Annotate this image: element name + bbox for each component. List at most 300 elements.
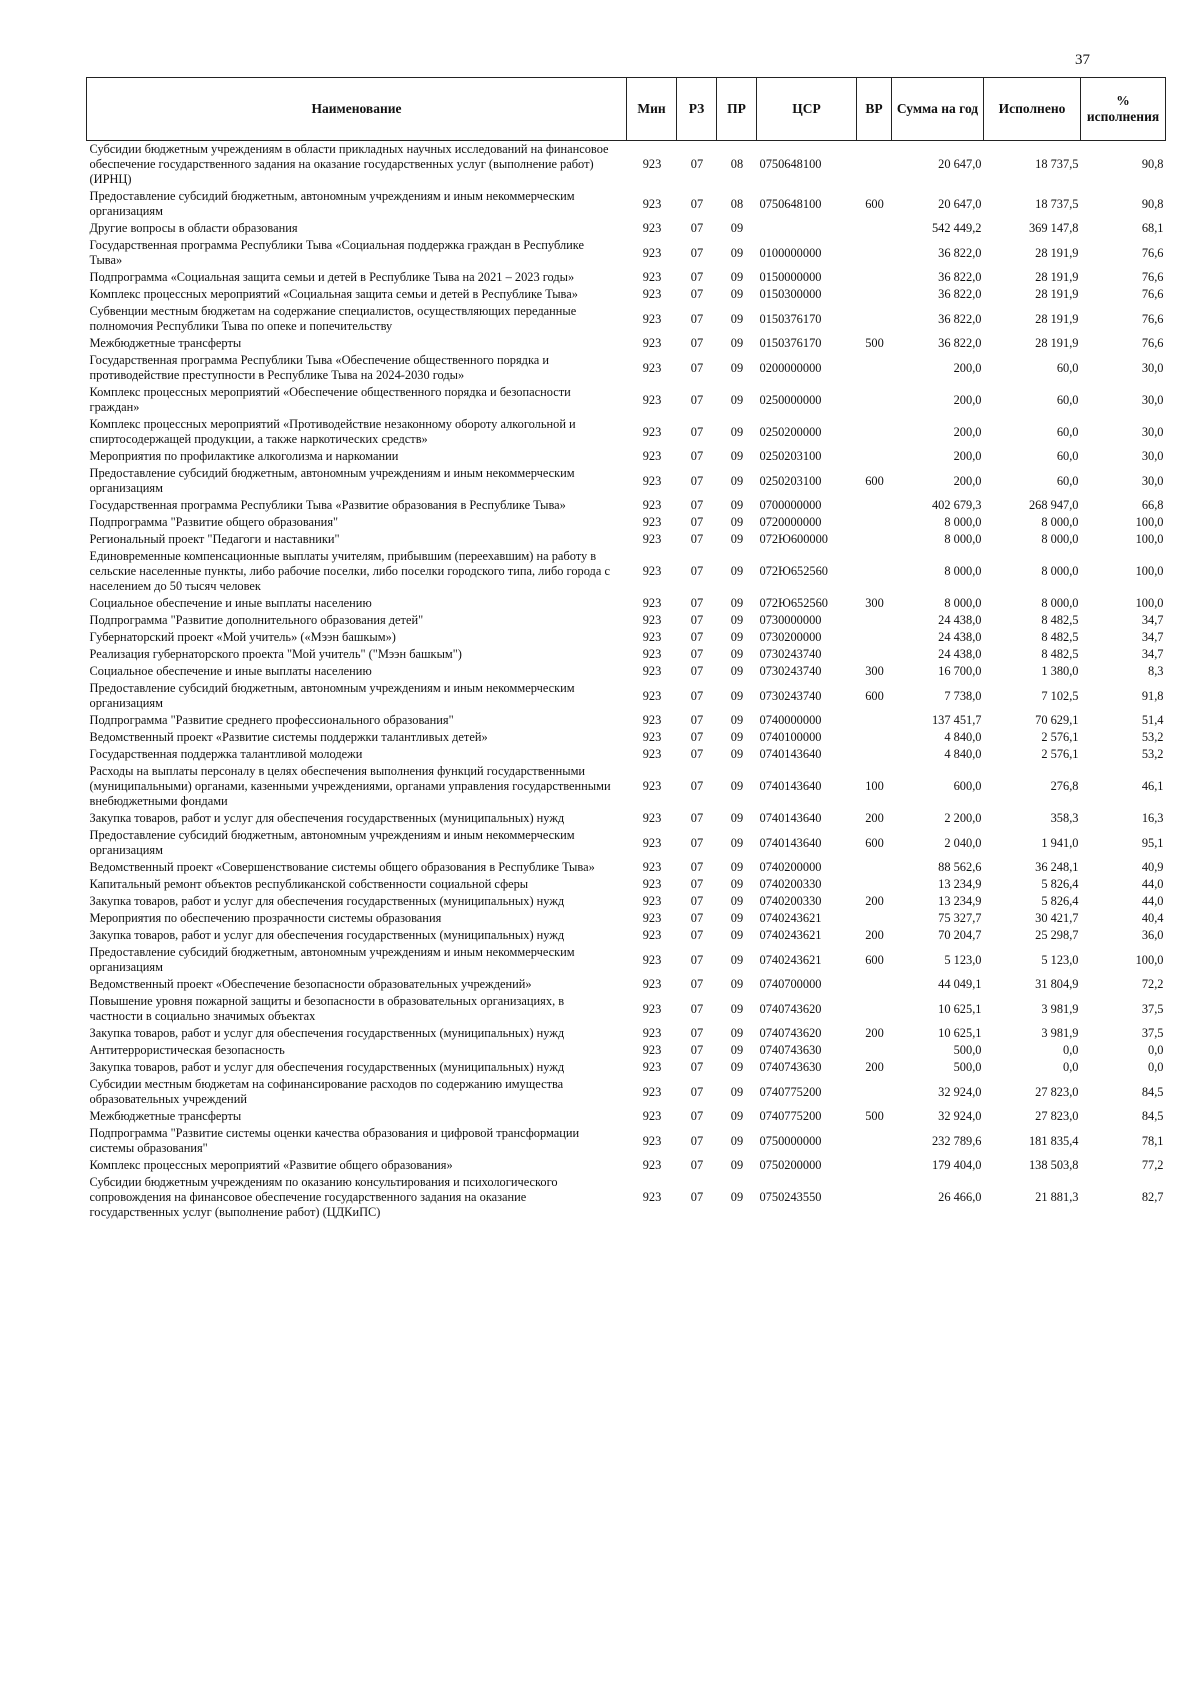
row-pr: 09 [730, 952, 744, 967]
row-pct: 84,5 [1141, 1109, 1164, 1123]
row-name: Ведомственный проект «Совершенствование системы общего образования в Республике Тыва» [89, 860, 595, 874]
row-pr: 09 [730, 977, 744, 991]
row-sum: 36 822,0 [938, 270, 982, 284]
row-sum: 200,0 [953, 449, 982, 463]
table-row [87, 1157, 1166, 1174]
row-pct: 68,1 [1141, 221, 1164, 235]
row-rz: 07 [690, 596, 704, 610]
row-name: Подпрограмма "Развитие общего образования" [89, 515, 339, 529]
row-done: 28 191,9 [1035, 270, 1079, 284]
row-sum: 16 700,0 [938, 664, 982, 678]
row-pct: 46,1 [1141, 779, 1164, 793]
table-row [87, 1174, 1166, 1221]
row-sum: 20 647,0 [938, 157, 982, 171]
row-pr: 09 [730, 596, 744, 610]
row-min: 923 [642, 688, 662, 703]
row-pct: 76,6 [1141, 311, 1164, 326]
row-csr: 0740243621 [759, 952, 822, 967]
row-name: Социальное обеспечение и иные выплаты населению [89, 664, 372, 678]
row-min: 923 [642, 336, 662, 350]
table-row [87, 729, 1166, 746]
table-row [87, 237, 1166, 269]
row-sum: 200,0 [953, 424, 982, 439]
row-pct: 90,8 [1141, 157, 1164, 171]
row-pr: 09 [730, 1026, 744, 1040]
row-pr: 09 [730, 730, 744, 744]
row-min: 923 [642, 952, 662, 967]
row-pct: 0,0 [1148, 1043, 1164, 1057]
col-header-vr: ВР [857, 78, 892, 141]
row-name: Закупка товаров, работ и услуг для обеспечения государственных (муниципальных) нужд [89, 928, 565, 942]
row-sum: 542 449,2 [931, 221, 982, 235]
row-sum: 8 000,0 [944, 564, 982, 578]
table-row [87, 876, 1166, 893]
row-vr: 200 [865, 1026, 884, 1040]
row-sum: 44 049,1 [938, 977, 982, 991]
row-pr: 09 [730, 449, 744, 463]
col-header-pct: % исполнения [1081, 78, 1166, 141]
row-done: 70 629,1 [1035, 713, 1079, 727]
row-name: Межбюджетные трансферты [89, 1109, 242, 1123]
row-rz: 07 [690, 360, 704, 375]
table-row [87, 448, 1166, 465]
row-csr: 0740143640 [759, 779, 822, 793]
row-vr [857, 1042, 892, 1059]
row-pct: 66,8 [1141, 498, 1164, 512]
row-sum: 36 822,0 [938, 336, 982, 350]
row-csr: 0100000000 [759, 245, 822, 260]
row-csr: 0250000000 [759, 392, 822, 407]
row-sum: 232 789,6 [931, 1133, 982, 1148]
row-min: 923 [642, 713, 662, 727]
row-rz: 07 [690, 1190, 704, 1204]
row-min: 923 [642, 498, 662, 512]
row-pr: 09 [730, 688, 744, 703]
row-pr: 09 [730, 473, 744, 488]
row-vr [857, 859, 892, 876]
row-pct: 100,0 [1135, 596, 1164, 610]
row-rz: 07 [690, 747, 704, 761]
table-row [87, 514, 1166, 531]
row-rz: 07 [690, 877, 704, 891]
row-vr: 100 [865, 779, 884, 793]
row-pct: 90,8 [1141, 196, 1164, 211]
row-rz: 07 [690, 630, 704, 644]
row-done: 60,0 [1056, 392, 1079, 407]
table-row [87, 595, 1166, 612]
row-csr: 0740100000 [759, 730, 822, 744]
row-csr: 0750200000 [759, 1158, 822, 1172]
row-vr: 600 [865, 196, 884, 211]
row-done: 2 576,1 [1041, 747, 1079, 761]
row-done: 5 826,4 [1041, 894, 1079, 908]
row-min: 923 [642, 157, 662, 171]
row-min: 923 [642, 473, 662, 488]
row-vr: 600 [865, 688, 884, 703]
row-done: 138 503,8 [1028, 1158, 1079, 1172]
row-pr: 09 [730, 1060, 744, 1074]
row-rz: 07 [690, 157, 704, 171]
row-csr: 0150376170 [759, 336, 822, 350]
row-pr: 09 [730, 498, 744, 512]
row-pr: 09 [730, 1084, 744, 1099]
row-csr: 0740743630 [759, 1060, 822, 1074]
row-rz: 07 [690, 532, 704, 546]
row-csr: 072Ю652560 [759, 596, 828, 610]
row-name: Государственная поддержка талантливой молодежи [89, 747, 363, 761]
row-vr [857, 993, 892, 1025]
row-min: 923 [642, 1109, 662, 1123]
row-min: 923 [642, 1026, 662, 1040]
row-rz: 07 [690, 221, 704, 235]
table-row [87, 465, 1166, 497]
table-row [87, 352, 1166, 384]
row-rz: 07 [690, 245, 704, 260]
table-row [87, 286, 1166, 303]
row-min: 923 [642, 1060, 662, 1074]
table-row [87, 763, 1166, 810]
row-sum: 600,0 [953, 779, 982, 793]
row-name: Предоставление субсидий бюджетным, автономным учреждениям и иным некоммерческим организациям [89, 189, 575, 218]
row-sum: 500,0 [953, 1060, 982, 1074]
row-csr: 0750243550 [759, 1190, 822, 1204]
row-csr: 0150300000 [759, 287, 822, 301]
row-sum: 179 404,0 [931, 1158, 982, 1172]
row-min: 923 [642, 928, 662, 942]
row-sum: 2 200,0 [944, 811, 982, 825]
row-rz: 07 [690, 730, 704, 744]
table-row [87, 335, 1166, 352]
col-header-pr: ПР [717, 78, 757, 141]
row-csr: 0750000000 [759, 1133, 822, 1148]
row-csr: 0150376170 [759, 311, 822, 326]
row-pct: 40,9 [1141, 860, 1164, 874]
row-sum: 10 625,1 [938, 1026, 982, 1040]
row-sum: 402 679,3 [931, 498, 982, 512]
row-name: Государственная программа Республики Тыва «Обеспечение общественного порядка и противодействие преступности в Республике Тыва на 2024-2030 годы» [89, 353, 550, 382]
row-pr: 09 [730, 613, 744, 627]
row-min: 923 [642, 196, 662, 211]
row-min: 923 [642, 287, 662, 301]
row-pct: 0,0 [1148, 1060, 1164, 1074]
row-done: 28 191,9 [1035, 287, 1079, 301]
table-row [87, 188, 1166, 220]
row-rz: 07 [690, 564, 704, 578]
row-pct: 76,6 [1141, 287, 1164, 301]
table-row [87, 993, 1166, 1025]
row-done: 2 576,1 [1041, 730, 1079, 744]
row-name: Субсидии местным бюджетам на софинансирование расходов по содержанию имущества образовательных учреждений [89, 1077, 564, 1106]
row-name: Закупка товаров, работ и услуг для обеспечения государственных (муниципальных) нужд [89, 1060, 565, 1074]
row-rz: 07 [690, 311, 704, 326]
row-done: 8 482,5 [1041, 613, 1079, 627]
row-csr: 0740200330 [759, 894, 822, 908]
row-pr: 09 [730, 911, 744, 925]
row-done: 60,0 [1056, 424, 1079, 439]
row-pct: 37,5 [1141, 1026, 1164, 1040]
row-sum: 32 924,0 [938, 1084, 982, 1099]
row-min: 923 [642, 1001, 662, 1016]
row-sum: 88 562,6 [938, 860, 982, 874]
table-row [87, 663, 1166, 680]
row-sum: 7 738,0 [944, 688, 982, 703]
row-pct: 84,5 [1141, 1084, 1164, 1099]
row-rz: 07 [690, 473, 704, 488]
col-header-rz: РЗ [677, 78, 717, 141]
row-sum: 4 840,0 [944, 730, 982, 744]
budget-table [86, 77, 1166, 1221]
row-pct: 30,0 [1141, 424, 1164, 439]
row-done: 8 000,0 [1041, 564, 1079, 578]
row-rz: 07 [690, 424, 704, 439]
row-csr: 0730243740 [759, 664, 822, 678]
row-pct: 8,3 [1148, 664, 1164, 678]
row-sum: 32 924,0 [938, 1109, 982, 1123]
row-min: 923 [642, 811, 662, 825]
row-name: Предоставление субсидий бюджетным, автономным учреждениям и иным некоммерческим организациям [89, 681, 575, 710]
row-rz: 07 [690, 811, 704, 825]
row-pr: 09 [730, 221, 744, 235]
row-done: 276,8 [1050, 779, 1079, 793]
row-csr: 0740700000 [759, 977, 822, 991]
row-min: 923 [642, 515, 662, 529]
row-csr: 0250203100 [759, 449, 822, 463]
row-done: 5 826,4 [1041, 877, 1079, 891]
row-name: Закупка товаров, работ и услуг для обеспечения государственных (муниципальных) нужд [89, 894, 565, 908]
row-sum: 13 234,9 [938, 894, 982, 908]
row-done: 1 941,0 [1041, 835, 1079, 850]
row-done: 3 981,9 [1041, 1026, 1079, 1040]
row-sum: 13 234,9 [938, 877, 982, 891]
row-pct: 34,7 [1141, 630, 1164, 644]
row-min: 923 [642, 1084, 662, 1099]
row-pr: 09 [730, 835, 744, 850]
row-vr [857, 303, 892, 335]
row-name: Мероприятия по профилактике алкоголизма и наркомании [89, 449, 399, 463]
row-vr [857, 514, 892, 531]
row-name: Субсидии бюджетным учреждениям в области прикладных научных исследований на финансовое обеспечение государственного задания на оказание государственных услуг (выполнение работ) (ИРНЦ) [89, 142, 609, 186]
row-vr: 200 [865, 928, 884, 942]
row-sum: 26 466,0 [938, 1190, 982, 1204]
row-vr [857, 237, 892, 269]
row-vr [857, 876, 892, 893]
row-vr [857, 976, 892, 993]
row-pct: 53,2 [1141, 747, 1164, 761]
row-csr: 0750648100 [759, 196, 822, 211]
row-vr [857, 1174, 892, 1221]
table-row [87, 976, 1166, 993]
row-done: 268 947,0 [1028, 498, 1079, 512]
row-done: 30 421,7 [1035, 911, 1079, 925]
row-pr: 09 [730, 515, 744, 529]
row-name: Предоставление субсидий бюджетным, автономным учреждениям и иным некоммерческим организациям [89, 828, 575, 857]
row-name: Предоставление субсидий бюджетным, автономным учреждениям и иным некоммерческим организациям [89, 945, 575, 974]
row-pr: 09 [730, 1133, 744, 1148]
table-row [87, 1025, 1166, 1042]
row-pct: 30,0 [1141, 392, 1164, 407]
table-row [87, 746, 1166, 763]
col-header-done: Исполнено [984, 78, 1081, 141]
row-done: 0,0 [1063, 1043, 1079, 1057]
row-rz: 07 [690, 613, 704, 627]
row-pct: 30,0 [1141, 473, 1164, 488]
row-done: 7 102,5 [1041, 688, 1079, 703]
row-name: Повышение уровня пожарной защиты и безопасности в образовательных организациях, в частности в социально значимых объектах [89, 994, 565, 1023]
row-sum: 10 625,1 [938, 1001, 982, 1016]
row-csr: 0740143640 [759, 747, 822, 761]
table-row [87, 1108, 1166, 1125]
row-csr: 0250200000 [759, 424, 822, 439]
row-vr: 500 [865, 336, 884, 350]
row-done: 25 298,7 [1035, 928, 1079, 942]
row-csr: 0730200000 [759, 630, 822, 644]
row-name: Закупка товаров, работ и услуг для обеспечения государственных (муниципальных) нужд [89, 811, 565, 825]
row-pct: 44,0 [1141, 877, 1164, 891]
row-rz: 07 [690, 287, 704, 301]
row-pr: 09 [730, 336, 744, 350]
row-done: 369 147,8 [1028, 221, 1079, 235]
row-vr [857, 286, 892, 303]
row-vr [857, 629, 892, 646]
row-done: 1 380,0 [1041, 664, 1079, 678]
row-done: 8 482,5 [1041, 630, 1079, 644]
row-vr: 200 [865, 1060, 884, 1074]
table-row [87, 384, 1166, 416]
row-pct: 95,1 [1141, 835, 1164, 850]
row-min: 923 [642, 630, 662, 644]
table-row [87, 680, 1166, 712]
row-rz: 07 [690, 270, 704, 284]
row-rz: 07 [690, 1001, 704, 1016]
row-pct: 91,8 [1141, 688, 1164, 703]
row-rz: 07 [690, 1043, 704, 1057]
row-name: Мероприятия по обеспечению прозрачности системы образования [89, 911, 442, 925]
row-min: 923 [642, 596, 662, 610]
row-sum: 8 000,0 [944, 515, 982, 529]
row-pr: 09 [730, 1001, 744, 1016]
row-vr: 600 [865, 952, 884, 967]
row-rz: 07 [690, 336, 704, 350]
row-vr [857, 531, 892, 548]
row-vr [857, 141, 892, 189]
row-rz: 07 [690, 1060, 704, 1074]
row-csr: 072Ю600000 [759, 532, 828, 546]
row-done: 27 823,0 [1035, 1084, 1079, 1099]
row-rz: 07 [690, 928, 704, 942]
row-rz: 07 [690, 977, 704, 991]
table-row [87, 1076, 1166, 1108]
table-row [87, 303, 1166, 335]
row-rz: 07 [690, 664, 704, 678]
row-pct: 100,0 [1135, 952, 1164, 967]
col-header-name: Наименование [87, 78, 627, 141]
row-pr: 09 [730, 747, 744, 761]
col-header-csr: ЦСР [757, 78, 857, 141]
row-pr: 09 [730, 270, 744, 284]
row-done: 8 482,5 [1041, 647, 1079, 661]
row-sum: 8 000,0 [944, 596, 982, 610]
row-done: 181 835,4 [1028, 1133, 1079, 1148]
row-sum: 8 000,0 [944, 532, 982, 546]
row-rz: 07 [690, 911, 704, 925]
row-pct: 51,4 [1141, 713, 1164, 727]
row-pr: 09 [730, 532, 744, 546]
row-min: 923 [642, 1133, 662, 1148]
row-name: Ведомственный проект «Развитие системы поддержки талантливых детей» [89, 730, 488, 744]
row-pct: 100,0 [1135, 564, 1164, 578]
row-done: 27 823,0 [1035, 1109, 1079, 1123]
row-sum: 20 647,0 [938, 196, 982, 211]
row-vr: 200 [865, 811, 884, 825]
row-csr [757, 220, 857, 237]
row-min: 923 [642, 894, 662, 908]
row-rz: 07 [690, 860, 704, 874]
row-csr: 0740143640 [759, 811, 822, 825]
col-header-min: Мин [627, 78, 677, 141]
row-pct: 16,3 [1141, 811, 1164, 825]
table-row [87, 269, 1166, 286]
row-rz: 07 [690, 779, 704, 793]
row-rz: 07 [690, 1158, 704, 1172]
row-rz: 07 [690, 894, 704, 908]
table-row [87, 810, 1166, 827]
row-done: 28 191,9 [1035, 245, 1079, 260]
table-row [87, 1059, 1166, 1076]
row-done: 18 737,5 [1035, 196, 1079, 211]
row-vr: 200 [865, 894, 884, 908]
row-pct: 40,4 [1141, 911, 1164, 925]
row-pct: 76,6 [1141, 270, 1164, 284]
table-row [87, 827, 1166, 859]
row-rz: 07 [690, 392, 704, 407]
row-pct: 76,6 [1141, 245, 1164, 260]
row-name: Государственная программа Республики Тыва «Развитие образования в Республике Тыва» [89, 498, 566, 512]
row-pr: 09 [730, 713, 744, 727]
table-row [87, 1042, 1166, 1059]
row-csr: 0740775200 [759, 1084, 822, 1099]
row-min: 923 [642, 564, 662, 578]
row-done: 358,3 [1050, 811, 1079, 825]
row-name: Социальное обеспечение и иные выплаты населению [89, 596, 372, 610]
row-min: 923 [642, 532, 662, 546]
table-row [87, 712, 1166, 729]
row-pct: 82,7 [1141, 1190, 1164, 1204]
table-row [87, 220, 1166, 237]
row-vr: 300 [865, 596, 884, 610]
table-row [87, 1125, 1166, 1157]
row-min: 923 [642, 613, 662, 627]
row-sum: 137 451,7 [931, 713, 982, 727]
row-pct: 36,0 [1141, 928, 1164, 942]
row-pr: 09 [730, 311, 744, 326]
row-vr [857, 746, 892, 763]
row-pct: 100,0 [1135, 532, 1164, 546]
table-row [87, 531, 1166, 548]
row-name: Подпрограмма "Развитие системы оценки качества образования и цифровой трансформации системы образования" [89, 1126, 580, 1155]
row-rz: 07 [690, 1133, 704, 1148]
row-sum: 36 822,0 [938, 245, 982, 260]
row-vr [857, 497, 892, 514]
row-sum: 2 040,0 [944, 835, 982, 850]
row-pct: 53,2 [1141, 730, 1164, 744]
table-row [87, 927, 1166, 944]
row-done: 31 804,9 [1035, 977, 1079, 991]
row-pr: 09 [730, 647, 744, 661]
row-pr: 09 [730, 360, 744, 375]
row-pct: 78,1 [1141, 1133, 1164, 1148]
table-row [87, 944, 1166, 976]
row-sum: 24 438,0 [938, 630, 982, 644]
